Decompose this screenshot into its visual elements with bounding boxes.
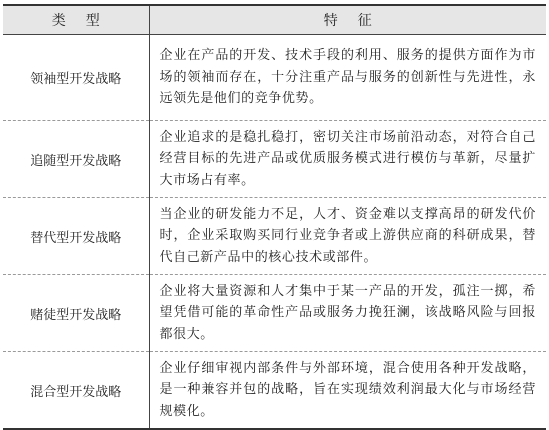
strategy-table-container	[3, 4, 546, 430]
row-type-cell: 赌徒型开发战略	[3, 275, 149, 352]
table-row	[3, 35, 546, 121]
row-feature-cell: 企业追求的是稳扎稳打，密切关注市场前沿动态，对符合自己经营目标的先进产品或优质服务模式进行模仿与革新，尽量扩大市场占有率。	[149, 121, 546, 198]
header-feature: 特征	[149, 5, 546, 35]
strategy-table	[3, 4, 546, 430]
row-type-cell: 领袖型开发战略	[3, 35, 149, 121]
row-feature-cell: 企业在产品的开发、技术手段的利用、服务的提供方面作为市场的领袖而存在，十分注重产品与服务的创新性与先进性，永远领先是他们的竞争优势。	[149, 35, 546, 121]
row-type-cell: 追随型开发战略	[3, 121, 149, 198]
table-row	[3, 352, 546, 430]
row-type-cell: 混合型开发战略	[3, 352, 149, 430]
table-row	[3, 275, 546, 352]
row-feature-cell: 企业将大量资源和人才集中于某一产品的开发，孤注一掷，希望凭借可能的革命性产品或服务力挽狂澜，该战略风险与回报都很大。	[149, 275, 546, 352]
row-type-cell: 替代型开发战略	[3, 198, 149, 275]
table-row	[3, 121, 546, 198]
row-feature-cell: 当企业的研发能力不足，人才、资金难以支撑高昂的研发代价时，企业采取购买同行业竞争者或上游供应商的科研成果，替代自己新产品中的核心技术或部件。	[149, 198, 546, 275]
table-row	[3, 198, 546, 275]
table-header-row	[3, 5, 546, 35]
row-feature-cell: 企业仔细审视内部条件与外部环境，混合使用各种开发战略，是一种兼容并包的战略，旨在实现绩效利润最大化与市场经营规模化。	[149, 352, 546, 430]
header-type: 类型	[3, 5, 149, 35]
